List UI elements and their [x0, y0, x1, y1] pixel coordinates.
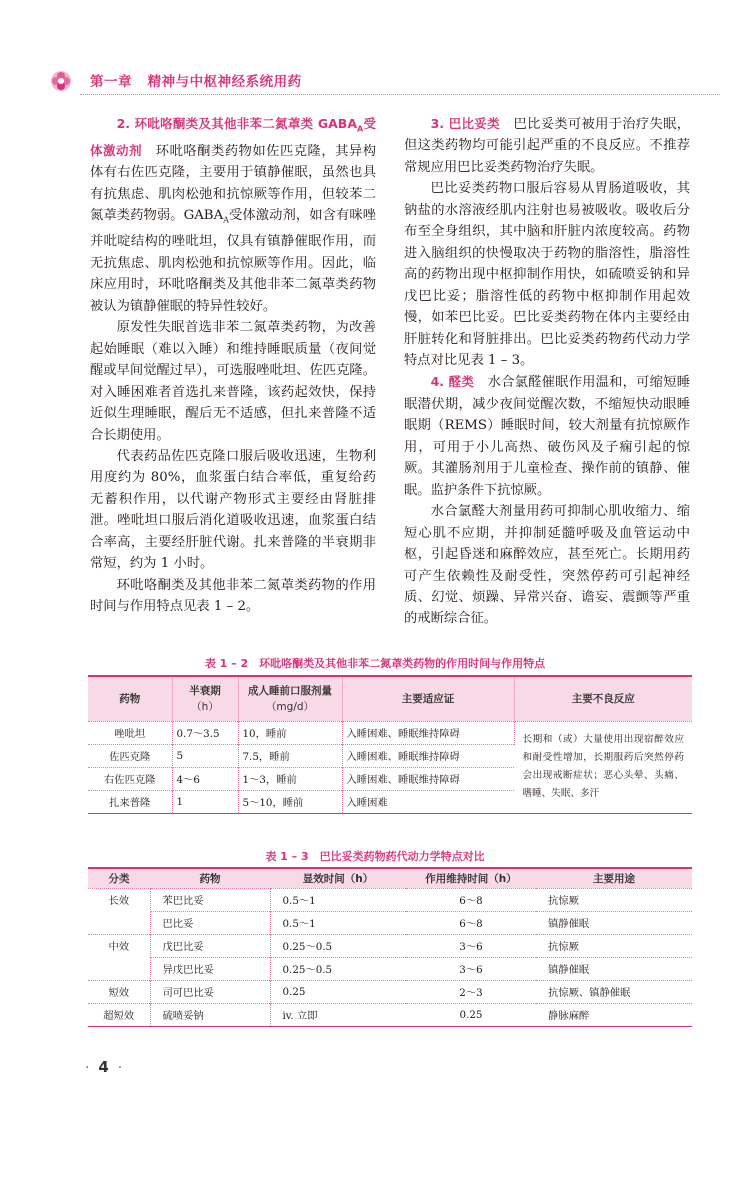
cell-dose: 10，睡前	[238, 721, 342, 744]
table-row	[88, 980, 692, 1003]
section-2-paragraph-4: 环吡咯酮类及其他非苯二氮䓬类药物的作用时间与作用特点见表 1 – 2。	[90, 577, 376, 615]
cell-half-life: 5	[172, 744, 238, 767]
cell-indication: 入睡困难、睡眠维持障碍	[342, 767, 514, 790]
section-4-title: 4. 醛类	[430, 374, 475, 390]
cell-class: 长效	[88, 888, 150, 911]
chapter-name: 精神与中枢神经系统用药	[147, 74, 302, 90]
running-header	[50, 66, 710, 96]
right-column	[404, 113, 690, 630]
flower-logo-icon	[50, 70, 72, 92]
cell-dose: 1～3，睡前	[238, 767, 342, 790]
table-3	[88, 867, 692, 1027]
table-row	[88, 934, 692, 957]
section-2-paragraph-1: 2. 环吡咯酮类及其他非苯二氮䓬类 $GABA_A$受体激动剂 环吡咯酮类药物如佐匹克隆，其异构体有右佐匹克隆，主要用于镇静催眠，虽然也具有抗焦虑、肌肉松弛和抗惊厥等作用，但较苯二氮䓬类药物弱。$GABA_A$受体激动剂，如含有咪唑并吡啶结构的唑吡坦，仅具有镇静催眠作用，而无抗焦虑、肌肉松弛和抗惊厥等作用。因此，临床应用时，环吡咯酮类及其他非苯二氮䓬类药物被认为镇静催眠的特异性较好。	[90, 116, 376, 314]
chapter-title	[90, 70, 302, 90]
table-row	[88, 957, 692, 980]
cell-use: 静脉麻醉	[536, 1003, 692, 1026]
table-row	[88, 721, 692, 744]
cell-indication: 入睡困难	[342, 790, 514, 813]
cell-half-life: 0.7～3.5	[172, 721, 238, 744]
section-4-paragraph-2: 水合氯醛大剂量用药可抑制心肌收缩力、缩短心肌不应期，并抑制延髓呼吸及血管运动中枢，引起昏迷和麻醉效应，甚至死亡。长期用药可产生依赖性及耐受性，突然停药可引起神经质、幻觉、烦躁、异常兴奋、谵妄、震颤等严重的戒断综合征。	[404, 504, 690, 627]
table-row	[88, 1003, 692, 1026]
cell-dose: 5～10，睡前	[238, 790, 342, 813]
table-2-header-indication: 主要适应证	[342, 676, 514, 721]
cell-adverse-reactions: 长期和（或）大量使用出现宿醉效应和耐受性增加，长期服药后突然停药会出现戒断症状；恶心头晕、头痛、嗜睡、失眠、多汗	[514, 721, 692, 813]
table-row	[88, 888, 692, 911]
cell-use: 抗惊厥、镇静催眠	[536, 980, 692, 1003]
cell-drug: 苯巴比妥	[150, 888, 270, 911]
cell-duration: 2～3	[406, 980, 536, 1003]
cell-drug: 硫喷妥钠	[150, 1003, 270, 1026]
table-3-header-onset: 显效时间（h）	[302, 872, 374, 885]
cell-indication: 入睡困难、睡眠维持障碍	[342, 744, 514, 767]
cell-use: 镇静催眠	[536, 957, 692, 980]
section-3-paragraph-1: 3. 巴比妥类 巴比妥类可被用于治疗失眠，但这类药物均可能引起严重的不良反应。不推荐常规应用巴比妥类药物治疗失眠。	[404, 116, 690, 175]
table-3-header-duration: 作用维持时间（h）	[425, 872, 517, 885]
table-3-header-class: 分类	[108, 872, 130, 885]
page-number: · 4 ·	[85, 1058, 123, 1076]
table-3-header-drug: 药物	[199, 872, 221, 885]
cell-use: 镇静催眠	[536, 911, 692, 934]
cell-drug: 戊巴比妥	[150, 934, 270, 957]
cell-onset: 0.25～0.5	[270, 934, 406, 957]
table-3-header-use: 主要用途	[593, 872, 635, 885]
cell-drug: 巴比妥	[150, 911, 270, 934]
table-3-caption: 表 1 – 3 巴比妥类药物药代动力学特点对比	[265, 850, 485, 863]
cell-indication: 入睡困难、睡眠维持障碍	[342, 721, 514, 744]
table-2-header-adverse: 主要不良反应	[571, 692, 635, 705]
cell-half-life: 4～6	[172, 767, 238, 790]
table-2-header-drug: 药物	[88, 676, 172, 721]
section-2-paragraph-2: 原发性失眠首选非苯二氮䓬类药物，为改善起始睡眠（难以入睡）和维持睡眠质量（夜间觉醒或早间觉醒过早），可选服唑吡坦、佐匹克隆。对入睡困难者首选扎来普隆，该药起效快，保持近似生理睡眠，醒后无不适感，但扎来普隆不适合长期使用。	[90, 320, 376, 443]
table-2-header-half-life: 半衰期 （h）	[172, 676, 238, 721]
cell-onset: 0.25～0.5	[270, 957, 406, 980]
section-2-paragraph-3: 代表药品佐匹克隆口服后吸收迅速，生物利用度约为 80%，血浆蛋白结合率低，重复给药无蓄积作用，以代谢产物形式主要经由肾脏排泄。唑吡坦口服后消化道吸收迅速，血浆蛋白结合率高，主要经肝脏代谢。扎来普隆的半衰期非常短，约为 1 小时。	[90, 448, 376, 572]
cell-use: 抗惊厥	[536, 934, 692, 957]
cell-drug: 唑吡坦	[88, 721, 172, 744]
cell-drug: 扎来普隆	[88, 790, 172, 813]
cell-duration: 0.25	[406, 1003, 536, 1026]
cell-drug: 右佐匹克隆	[88, 767, 172, 790]
table-2-header-dose: 成人睡前口服剂量 （mg/d）	[238, 676, 342, 721]
table-2-caption: 表 1 – 2 环吡咯酮类及其他非苯二氮䓬类药物的作用时间与作用特点	[204, 657, 546, 670]
cell-class: 短效	[88, 980, 150, 1003]
cell-onset: 0.5～1	[270, 888, 406, 911]
table-2	[88, 675, 692, 814]
cell-onset: 0.5～1	[270, 911, 406, 934]
cell-onset: iv. 立即	[270, 1003, 406, 1026]
cell-class: 中效	[88, 934, 150, 957]
header-divider	[80, 94, 720, 95]
cell-class	[88, 957, 150, 980]
cell-class: 超短效	[88, 1003, 150, 1026]
cell-duration: 6～8	[406, 888, 536, 911]
section-4-paragraph-1: 4. 醛类 水合氯醛催眠作用温和，可缩短睡眠潜伏期，减少夜间觉醒次数，不缩短快动眼睡眠期（REMS）睡眠时间，较大剂量有抗惊厥作用，可用于小儿高热、破伤风及子痫引起的惊厥。其灌肠剂用于儿童检查、操作前的镇静、催眠。监护条件下抗惊厥。	[404, 374, 691, 498]
table-2-header-row	[88, 676, 692, 721]
section-3-title: 3. 巴比妥类	[430, 116, 500, 131]
table-row	[88, 911, 692, 934]
cell-duration: 6～8	[406, 911, 536, 934]
section-3-paragraph-2: 巴比妥类药物口服后容易从胃肠道吸收，其钠盐的水溶液经肌内注射也易被吸收。吸收后分布至全身组织，其中脑和肝脏内浓度较高。药物进入脑组织的快慢取决于药物的脂溶性，脂溶性高的药物出现中枢抑制作用快，如硫喷妥钠和异戊巴比妥；脂溶性低的药物中枢抑制作用起效慢，如苯巴比妥。巴比妥类药物在体内主要经由肝脏转化和肾脏排出。巴比妥类药物药代动力学特点对比见表 1 – 3。	[404, 181, 690, 368]
cell-dose: 7.5，睡前	[238, 744, 342, 767]
cell-onset: 0.25	[270, 980, 406, 1003]
cell-class	[88, 911, 150, 934]
chapter-number: 第一章	[90, 74, 132, 90]
table-3-header-row	[88, 868, 692, 888]
cell-duration: 3～6	[406, 934, 536, 957]
cell-half-life: 1	[172, 790, 238, 813]
cell-drug: 司可巴比妥	[150, 980, 270, 1003]
cell-drug: 佐匹克隆	[88, 744, 172, 767]
cell-drug: 异戊巴比妥	[150, 957, 270, 980]
cell-use: 抗惊厥	[536, 888, 692, 911]
cell-duration: 3～6	[406, 957, 536, 980]
section-2-title: 2. 环吡咯酮类及其他非苯二氮䓬类 $GABA_A$受体激动剂	[90, 116, 376, 158]
left-column	[90, 113, 376, 618]
